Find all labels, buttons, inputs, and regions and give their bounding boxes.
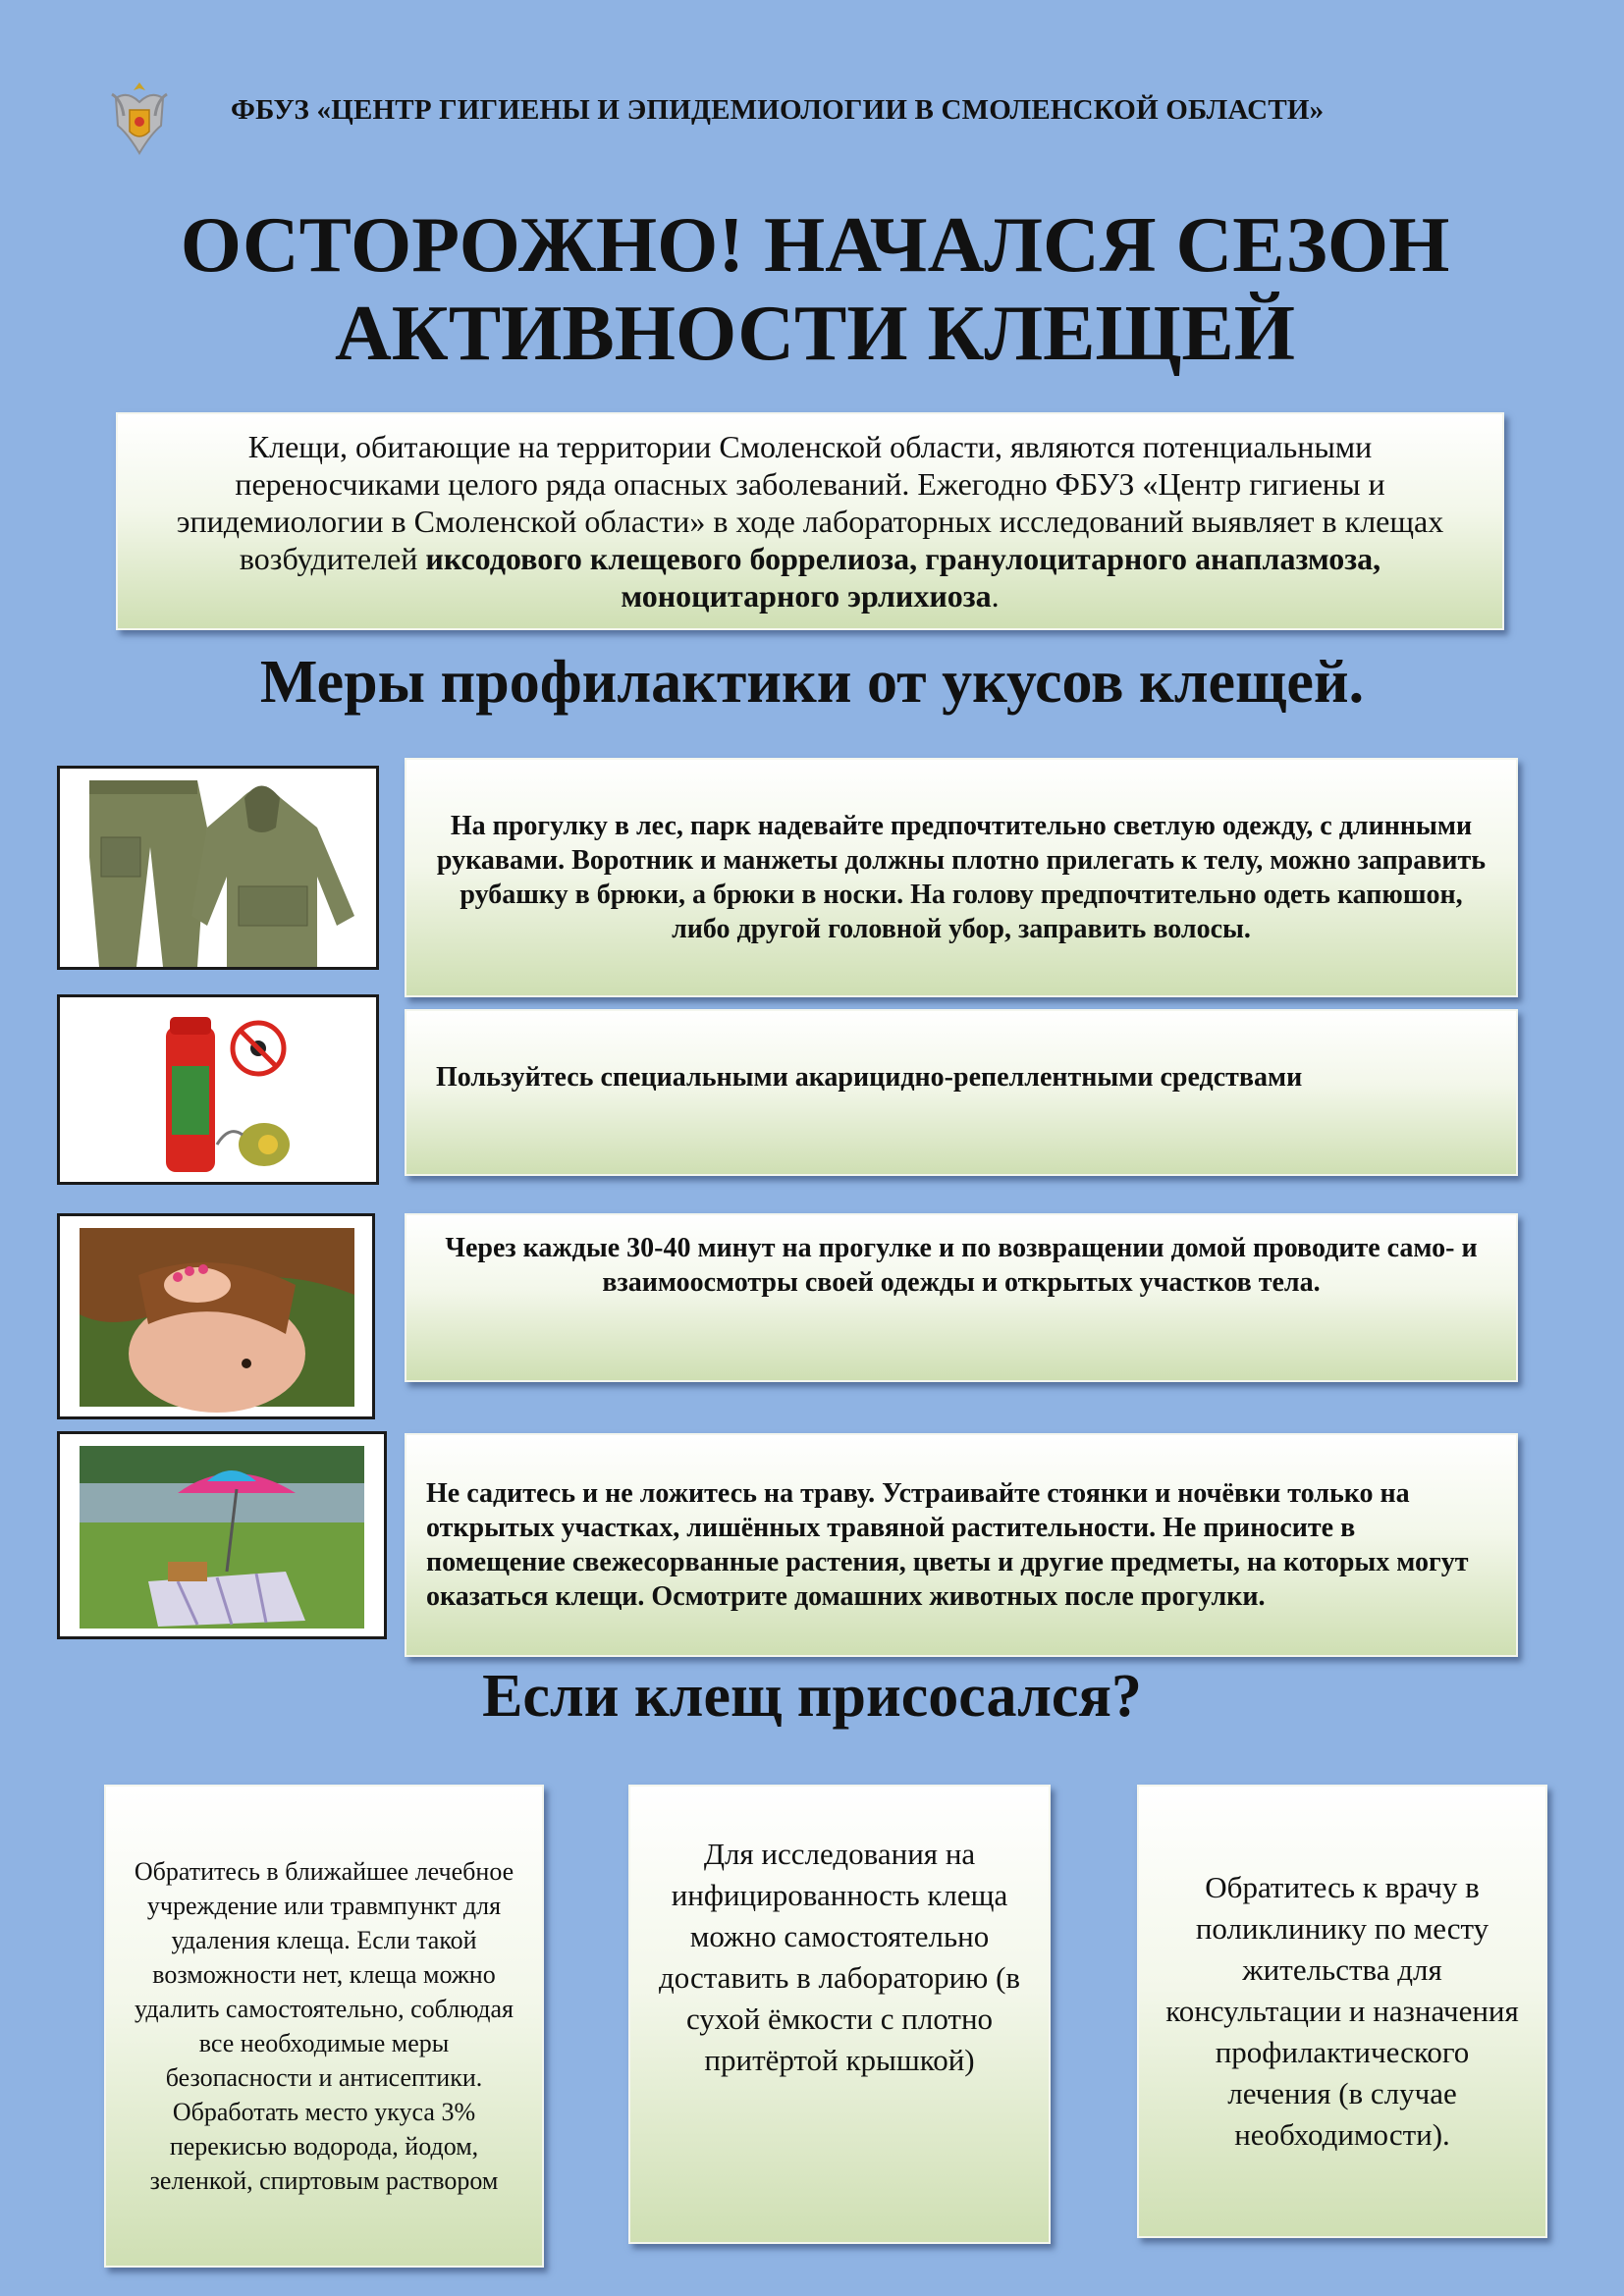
advice-card-doctor: [1137, 1785, 1547, 2238]
title-line-1: ОСТОРОЖНО! НАЧАЛСЯ СЕЗОН: [180, 202, 1450, 289]
measure-text: Пользуйтесь специальными акарицидно-репеллентными средствами: [436, 1062, 1303, 1093]
title-line-2: АКТИВНОСТИ КЛЕЩЕЙ: [335, 291, 1295, 377]
organization-name: ФБУЗ «ЦЕНТР ГИГИЕНЫ И ЭПИДЕМИОЛОГИИ В СМОЛЕНСКОЙ ОБЛАСТИ»: [231, 94, 1325, 126]
advice-text: Обратитесь к врачу в поликлинику по месту жительства для консультации и назначения профилактического лечения (в случае необходимости).: [1165, 1870, 1519, 2152]
intro-text-bold: иксодового клещевого боррелиоза, гранулоцитарного анаплазмоза, моноцитарного эрлихиоза: [425, 541, 1381, 614]
intro-card: [116, 412, 1504, 630]
advice-card-laboratory: [628, 1785, 1051, 2244]
if-attached-heading: Если клещ присосался?: [482, 1663, 1142, 1730]
advice-text: Обратитесь в ближайшее лечебное учреждение или травмпункт для удаления клеща. Если такой возможности нет, клеща можно удалить самостоятельно, соблюдая все необходимые меры безопасности и антисептики. Обработать место укуса 3% перекисью водорода, йодом, зеленкой, спиртовым раствором: [134, 1857, 514, 2195]
emblem-icon: [108, 77, 171, 159]
intro-text: [157, 428, 1463, 614]
measure-text: На прогулку в лес, парк надевайте предпочтительно светлую одежду, с длинными рукавами. Воротник и манжеты должны плотно прилегать к телу, можно заправить рубашку в брюки, а брюки в носки. На голову предпочтительно одеть капюшон, либо другой головной убор, заправить волосы.: [436, 811, 1487, 944]
measure-card-grass: [405, 1433, 1518, 1657]
page-title: [118, 201, 1512, 378]
measure-card-clothing: [405, 758, 1518, 997]
repellent-photo: [57, 994, 379, 1185]
picnic-photo: [57, 1431, 387, 1639]
prevention-heading: Меры профилактики от укусов клещей.: [259, 649, 1365, 716]
advice-text: Для исследования на инфицированность клеща можно самостоятельно доставить в лабораторию (в сухой ёмкости с плотно притёртой крышкой): [658, 1837, 1021, 2077]
intro-text-end: .: [991, 578, 1000, 614]
clothing-photo: [57, 766, 379, 970]
intro-text-plain: Клещи, обитающие на территории Смоленской области, являются потенциальными переносчиками целого ряда опасных заболеваний. Ежегодно ФБУЗ «Центр гигиены и эпидемиологии в Смоленской области» в ходе лабораторных исследований выявляет в клещах возбудителей: [176, 429, 1444, 576]
measure-text: Не садитесь и не ложитесь на траву. Устраивайте стоянки и ночёвки только на открытых участках, лишённых травяной растительности. Не приносите в помещение свежесорванные растения, цветы и другие предметы, на которых могут оказаться клещи. Осмотрите домашних животных после прогулки.: [426, 1478, 1469, 1612]
measure-text: Через каждые 30-40 минут на прогулке и по возвращении домой проводите само- и взаимоосмотры своей одежды и открытых участков тела.: [445, 1233, 1478, 1298]
measure-card-inspection: [405, 1213, 1518, 1382]
inspection-photo: [57, 1213, 375, 1419]
advice-card-removal: [104, 1785, 544, 2268]
measure-card-repellent: [405, 1009, 1518, 1176]
